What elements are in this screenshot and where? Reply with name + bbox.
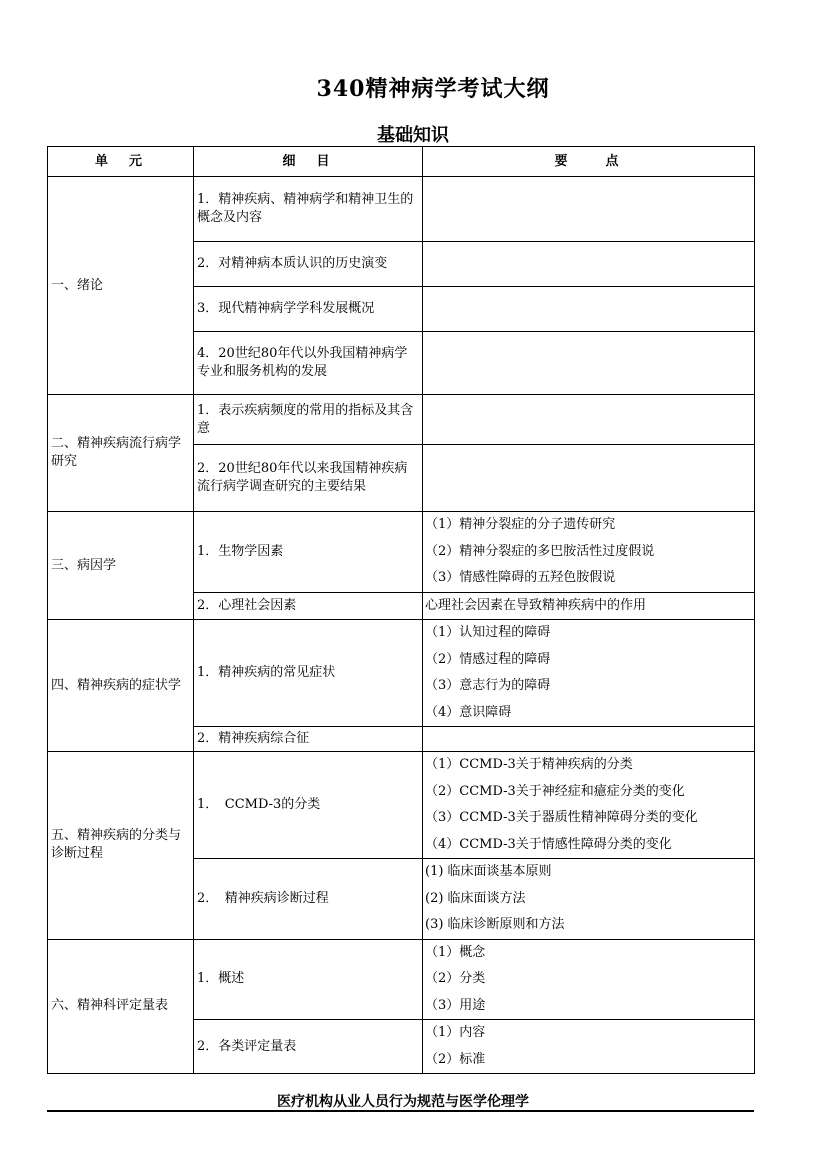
header-points: 要 点 [423, 147, 755, 177]
item-cell: 1． CCMD-3的分类 [194, 752, 423, 859]
points-cell [423, 332, 755, 395]
item-cell: 1．精神疾病、精神病学和精神卫生的概念及内容 [194, 177, 423, 242]
syllabus-table [47, 146, 755, 1074]
table-row [48, 177, 755, 242]
key-point: （1）精神分裂症的分子遗传研究 [425, 517, 616, 532]
key-point: (3) 临床诊断原则和方法 [425, 917, 565, 932]
key-point: （1）认知过程的障碍 [425, 625, 551, 640]
next-section-title: 医疗机构从业人员行为规范与医学伦理学 [277, 1094, 529, 1110]
key-point: 心理社会因素在导致精神疾病中的作用 [425, 597, 647, 613]
key-point: （3）CCMD-3关于器质性精神障碍分类的变化 [425, 810, 698, 825]
key-point: （4）CCMD-3关于情感性障碍分类的变化 [425, 836, 672, 852]
points-cell [423, 1020, 755, 1074]
key-point: （2）精神分裂症的多巴胺活性过度假说 [425, 543, 655, 559]
item-cell: 1．生物学因素 [194, 512, 423, 593]
points-cell [423, 752, 755, 859]
item-cell: 2．精神疾病综合征 [194, 727, 423, 752]
unit-cell: 六、精神科评定量表 [48, 939, 194, 1074]
points-cell [423, 395, 755, 445]
key-point: （1）内容 [425, 1025, 486, 1040]
item-cell: 2． 精神疾病诊断过程 [194, 859, 423, 940]
item-cell: 2．各类评定量表 [194, 1020, 423, 1074]
key-point: （1）概念 [425, 944, 486, 960]
points-cell [423, 727, 755, 752]
points-cell [423, 512, 755, 593]
key-point: （2）情感过程的障碍 [425, 651, 551, 667]
points-cell [423, 242, 755, 287]
table-row [48, 512, 755, 593]
item-cell: 1．精神疾病的常见症状 [194, 620, 423, 727]
key-point: （1）CCMD-3关于精神疾病的分类 [425, 757, 633, 772]
points-cell [423, 177, 755, 242]
unit-cell: 五、精神疾病的分类与诊断过程 [48, 752, 194, 940]
table-row [48, 752, 755, 859]
points-cell [423, 859, 755, 940]
table-row [48, 939, 755, 1020]
header-row [48, 147, 755, 177]
page-title: 340精神病学考试大纲 [316, 76, 550, 102]
key-point: （2）标准 [425, 1051, 486, 1067]
points-cell [423, 445, 755, 512]
key-point: (1) 临床面谈基本原则 [425, 864, 552, 879]
item-cell: 2．20世纪80年代以来我国精神疾病流行病学调查研究的主要结果 [194, 445, 423, 512]
key-point: （4）意识障碍 [425, 704, 512, 720]
unit-cell: 二、精神疾病流行病学研究 [48, 395, 194, 512]
key-point: （3）意志行为的障碍 [425, 678, 551, 693]
item-cell: 1．概述 [194, 939, 423, 1020]
item-cell: 1．表示疾病频度的常用的指标及其含意 [194, 395, 423, 445]
table-row [48, 620, 755, 727]
unit-cell: 四、精神疾病的症状学 [48, 620, 194, 752]
key-point: （2）CCMD-3关于神经症和癔症分类的变化 [425, 783, 685, 799]
unit-cell: 三、病因学 [48, 512, 194, 620]
key-point: (2) 临床面谈方法 [425, 890, 526, 906]
section-divider [47, 1110, 754, 1112]
header-item: 细 目 [194, 147, 423, 177]
section-subtitle: 基础知识 [377, 125, 449, 146]
key-point: （3）用途 [425, 997, 486, 1013]
points-cell [423, 939, 755, 1020]
key-point: （2）分类 [425, 971, 486, 986]
item-cell: 4．20世纪80年代以外我国精神病学专业和服务机构的发展 [194, 332, 423, 395]
points-cell [423, 592, 755, 620]
points-cell [423, 620, 755, 727]
points-cell [423, 287, 755, 332]
unit-cell: 一、绪论 [48, 177, 194, 395]
key-point: （3）情感性障碍的五羟色胺假说 [425, 570, 616, 585]
item-cell: 2．心理社会因素 [194, 592, 423, 620]
item-cell: 3．现代精神病学学科发展概况 [194, 287, 423, 332]
table-row [48, 395, 755, 445]
header-unit: 单 元 [48, 147, 194, 177]
item-cell: 2．对精神病本质认识的历史演变 [194, 242, 423, 287]
